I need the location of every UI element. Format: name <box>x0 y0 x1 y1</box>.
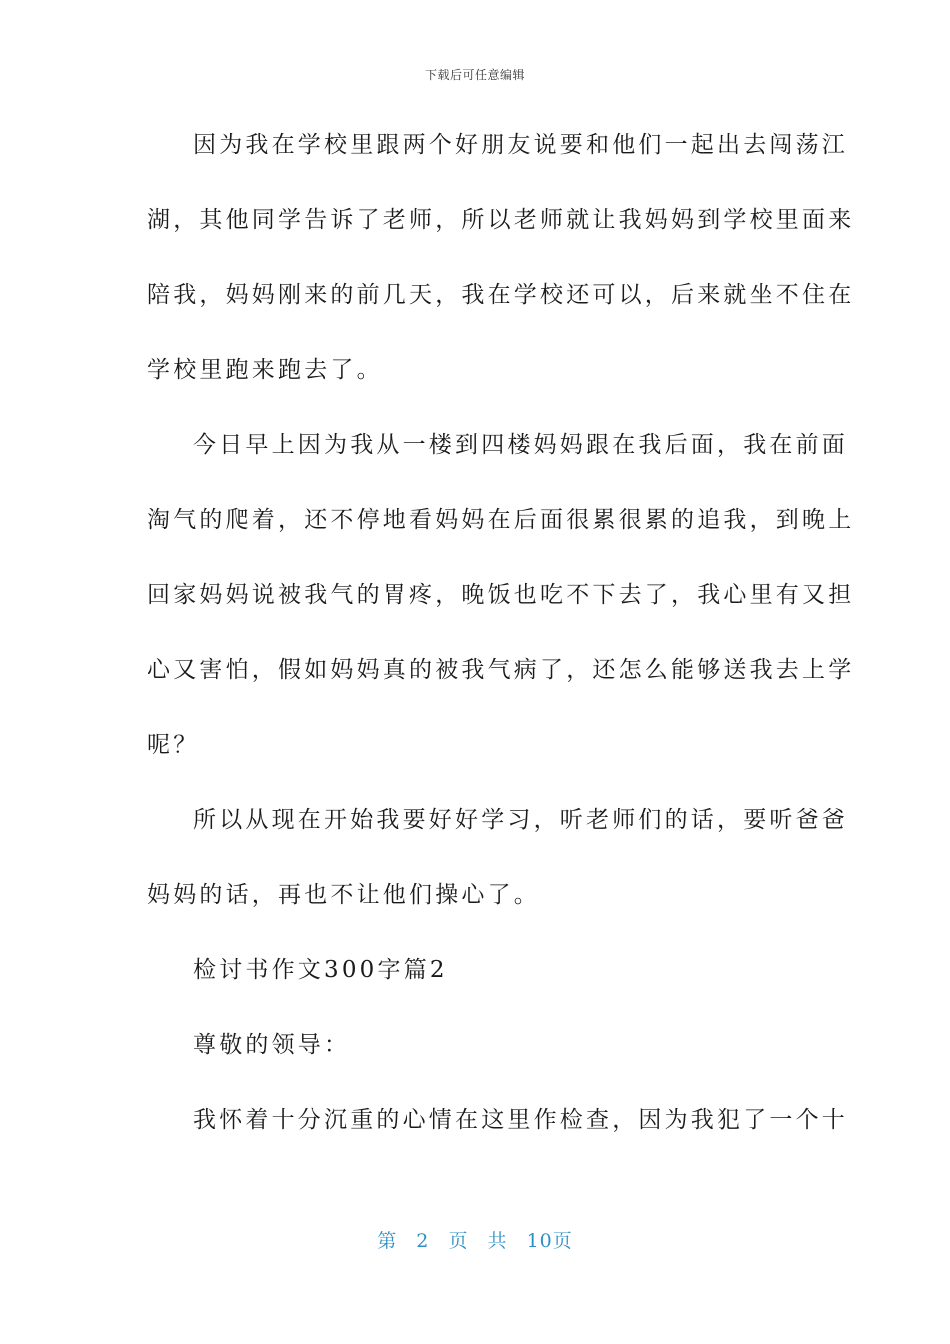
footer-total-prefix: 共 <box>487 1230 508 1252</box>
text-line: 回家妈妈说被我气的胃疼，晚饭也吃不下去了，我心里有又担 <box>147 582 855 608</box>
text-line: 我怀着十分沉重的心情在这里作检查，因为我犯了一个十 <box>193 1107 848 1133</box>
page-footer <box>0 1226 950 1253</box>
footer-prefix: 第 <box>377 1230 398 1252</box>
header-note: 下载后可任意编辑 <box>424 68 525 82</box>
salutation: 尊敬的领导： <box>193 1032 351 1058</box>
text-line: 因为我在学校里跟两个好朋友说要和他们一起出去闯荡江 <box>193 132 848 158</box>
text-line: 湖，其他同学告诉了老师，所以老师就让我妈妈到学校里面来 <box>147 207 855 233</box>
text-line: 心又害怕，假如妈妈真的被我气病了，还怎么能够送我去上学 <box>147 657 855 683</box>
text-line: 陪我，妈妈刚来的前几天，我在学校还可以，后来就坐不住在 <box>147 282 855 308</box>
document-body <box>147 120 855 1170</box>
text-line: 妈妈的话，再也不让他们操心了。 <box>147 882 540 908</box>
text-line: 淘气的爬着，还不停地看妈妈在后面很累很累的追我，到晚上 <box>147 507 855 533</box>
text-line: 呢？ <box>147 732 200 758</box>
footer-total-pages: 10页 <box>526 1230 573 1252</box>
footer-current-page: 2 <box>416 1230 430 1252</box>
text-line: 所以从现在开始我要好好学习，听老师们的话，要听爸爸 <box>193 807 848 833</box>
section-heading: 检讨书作文300字篇2 <box>193 957 448 983</box>
text-line: 今日早上因为我从一楼到四楼妈妈跟在我后面，我在前面 <box>193 432 848 458</box>
text-line: 学校里跑来跑去了。 <box>147 357 383 383</box>
footer-page-label: 页 <box>448 1230 469 1252</box>
